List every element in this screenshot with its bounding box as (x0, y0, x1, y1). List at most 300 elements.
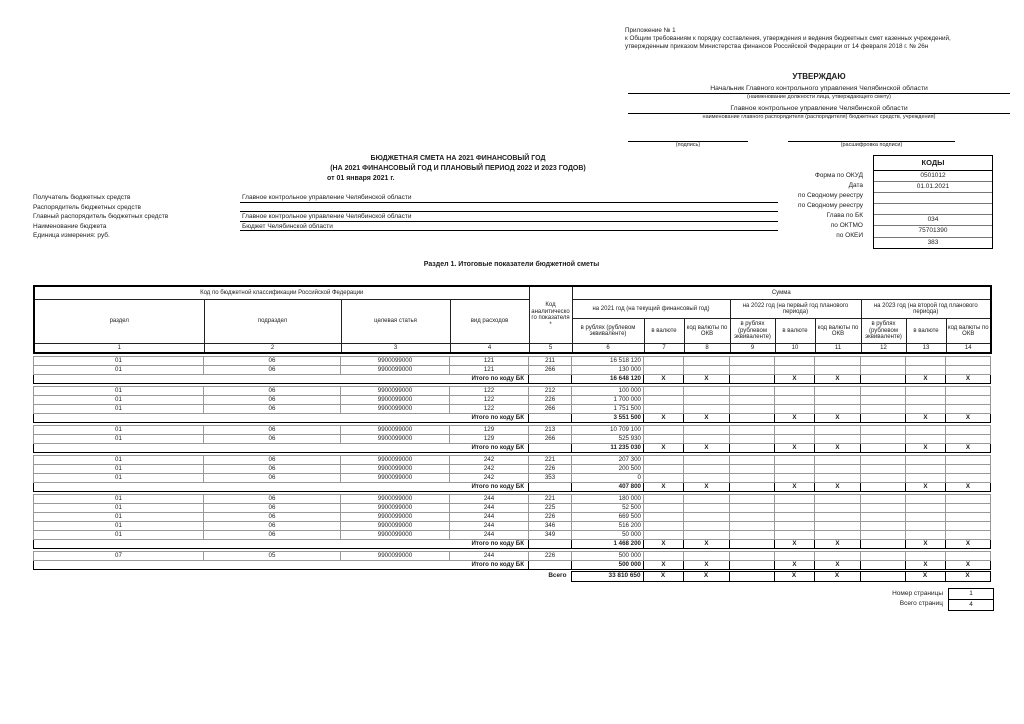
group-total-label: Итого по коду БК (34, 561, 529, 570)
code-cell: 01 (34, 504, 204, 513)
x-mark-cell (861, 375, 906, 384)
col-header-razdel: раздел (34, 300, 204, 344)
x-mark-cell (730, 540, 775, 549)
x-mark-cell: X (906, 483, 946, 492)
group-total-row (34, 375, 991, 384)
empty-cell (815, 504, 861, 513)
code-cell: 213 (529, 426, 572, 435)
grand-total-amount: 33 810 650 (571, 572, 643, 582)
x-mark-cell: X (905, 572, 945, 582)
amount-cell: 130 000 (572, 366, 644, 375)
code-cell: 9900099000 (341, 456, 450, 465)
x-mark-cell: X (775, 540, 815, 549)
empty-cell (684, 435, 730, 444)
x-mark-cell: X (684, 375, 730, 384)
col-number: 11 (815, 344, 861, 354)
approver-organization-caption: наименование главного распорядителя (распорядителя) бюджетных средств, учреждения) (702, 114, 936, 120)
col-number: 5 (529, 344, 572, 354)
grand-total-label: Всего (548, 572, 567, 580)
budget-group-4 (33, 455, 991, 492)
empty-cell (775, 435, 815, 444)
empty-cell (730, 522, 775, 531)
empty-cell (946, 522, 991, 531)
x-mark-cell: X (644, 414, 684, 423)
empty-cell (775, 495, 815, 504)
code-cell: 121 (450, 366, 529, 375)
code-cell: 06 (204, 366, 341, 375)
empty-cell (730, 357, 775, 366)
empty-cell (529, 375, 572, 384)
x-mark-cell: X (644, 375, 684, 384)
code-cell: 9900099000 (341, 387, 450, 396)
x-mark-cell: X (644, 444, 684, 453)
x-mark-cell: X (775, 375, 815, 384)
code-cell: 9900099000 (341, 474, 450, 483)
signature-decode-field (788, 133, 955, 149)
empty-cell (684, 426, 730, 435)
col-number: 6 (572, 344, 644, 354)
table-row (34, 513, 991, 522)
code-cell: 129 (450, 435, 529, 444)
empty-cell (906, 426, 946, 435)
code-cell: 07 (34, 552, 204, 561)
code-value-okei: 383 (927, 238, 939, 246)
x-mark-cell (860, 572, 905, 582)
empty-cell (906, 552, 946, 561)
budget-group-2 (33, 386, 991, 423)
code-cell: 122 (450, 396, 529, 405)
col-number: 10 (775, 344, 815, 354)
group-total-row (34, 483, 991, 492)
code-cell: 266 (529, 405, 572, 414)
amount-cell: 0 (572, 474, 644, 483)
x-mark-cell: X (644, 561, 684, 570)
grand-total (33, 572, 990, 582)
empty-cell (906, 396, 946, 405)
empty-cell (684, 504, 730, 513)
code-cell: 221 (529, 495, 572, 504)
code-cell: 01 (34, 474, 204, 483)
amount-cell: 525 930 (572, 435, 644, 444)
empty-cell (644, 531, 684, 540)
x-mark-cell (730, 561, 775, 570)
requisite-label: Наименование бюджета (33, 222, 107, 230)
empty-cell (815, 522, 861, 531)
x-mark-cell: X (946, 483, 991, 492)
empty-cell (730, 531, 775, 540)
group-total-label: Итого по коду БК (34, 375, 529, 384)
budget-table-area (33, 285, 990, 582)
code-label: Форма по ОКУД (814, 171, 863, 179)
budget-group-6 (33, 551, 991, 570)
code-cell: 06 (204, 426, 341, 435)
document-title (327, 154, 589, 184)
empty-cell (730, 396, 775, 405)
requisite-label: Единица измерения: руб. (33, 232, 110, 240)
empty-cell (906, 474, 946, 483)
signature-caption: (подпись) (675, 142, 701, 148)
empty-cell (906, 405, 946, 414)
empty-cell (946, 456, 991, 465)
empty-cell (946, 495, 991, 504)
x-mark-cell: X (774, 572, 814, 582)
codes-labels (650, 171, 868, 242)
col-number: 13 (906, 344, 946, 354)
empty-cell (529, 483, 572, 492)
code-cell: 244 (450, 513, 529, 522)
group-total-amount: 3 551 500 (572, 414, 644, 423)
empty-cell (861, 552, 906, 561)
code-cell: 06 (204, 435, 341, 444)
empty-cell (529, 540, 572, 549)
signature-decode-line (788, 133, 955, 142)
code-cell: 242 (450, 465, 529, 474)
x-mark-cell: X (775, 483, 815, 492)
code-label: по ОКЕИ (836, 232, 863, 240)
code-cell: 349 (529, 531, 572, 540)
x-mark-cell: X (946, 540, 991, 549)
x-mark-cell: X (644, 483, 684, 492)
empty-cell (684, 465, 730, 474)
empty-cell (775, 405, 815, 414)
code-cell: 9900099000 (341, 405, 450, 414)
requisite-value: Главное контрольное управление Челябинской области (240, 212, 778, 222)
empty-cell (644, 396, 684, 405)
empty-cell (644, 405, 684, 414)
group-total-label: Итого по коду БК (34, 540, 529, 549)
empty-cell (815, 405, 861, 414)
table-row (34, 531, 991, 540)
x-mark-cell (861, 444, 906, 453)
year-2022-header: на 2022 год (на первый год планового периода) (730, 300, 861, 319)
code-cell: 211 (529, 357, 572, 366)
group-total-amount: 11 235 030 (572, 444, 644, 453)
x-mark-cell: X (684, 483, 730, 492)
x-mark-cell: X (814, 572, 860, 582)
empty-cell (861, 357, 906, 366)
sum-header: Сумма (572, 286, 991, 300)
empty-cell (906, 495, 946, 504)
requisite-value: Бюджет Челябинской области (240, 222, 778, 232)
code-cell: 225 (529, 504, 572, 513)
group-total-label: Итого по коду БК (34, 483, 529, 492)
code-cell: 05 (204, 552, 341, 561)
page-number-label: Номер страницы (892, 590, 943, 597)
code-cell: 06 (204, 387, 341, 396)
x-mark-cell: X (906, 561, 946, 570)
table-row (34, 552, 991, 561)
empty-cell (946, 387, 991, 396)
code-cell: 242 (450, 474, 529, 483)
code-cell: 06 (204, 474, 341, 483)
code-cell: 346 (529, 522, 572, 531)
code-cell: 06 (204, 396, 341, 405)
table-row (34, 522, 991, 531)
group-total-amount: 1 468 200 (572, 540, 644, 549)
empty-cell (946, 426, 991, 435)
empty-cell (861, 474, 906, 483)
empty-cell (684, 552, 730, 561)
empty-cell (861, 366, 906, 375)
x-mark-cell: X (684, 444, 730, 453)
col-number: 9 (730, 344, 775, 354)
x-mark-cell: X (684, 540, 730, 549)
x-mark-cell (861, 540, 906, 549)
empty-cell (730, 387, 775, 396)
empty-cell (861, 396, 906, 405)
empty-cell (775, 465, 815, 474)
code-cell: 9900099000 (341, 357, 450, 366)
empty-cell (684, 366, 730, 375)
code-value-registry-2 (874, 204, 992, 215)
code-cell: 226 (529, 465, 572, 474)
empty-cell (730, 465, 775, 474)
code-label: по Сводному реестру (798, 201, 863, 209)
empty-cell (775, 366, 815, 375)
col-number: 1 (34, 344, 204, 354)
empty-cell (861, 531, 906, 540)
empty-cell (730, 366, 775, 375)
code-cell: 01 (34, 357, 204, 366)
approver-position: Начальник Главного контрольного управления Челябинской области (628, 84, 1010, 94)
empty-cell (684, 357, 730, 366)
table-row (34, 495, 991, 504)
col-number: 12 (861, 344, 906, 354)
col-number: 4 (450, 344, 529, 354)
code-cell: 06 (204, 465, 341, 474)
empty-cell (906, 366, 946, 375)
amount-cell: 10 709 100 (572, 426, 644, 435)
amount-cell: 1 751 500 (572, 405, 644, 414)
empty-cell (775, 357, 815, 366)
sub-header-rubles: в рублях (рублевом эквиваленте) (861, 319, 906, 344)
group-total-row (34, 561, 991, 570)
analytic-code-header: Код аналитического показателя * (529, 286, 572, 344)
x-mark-cell: X (775, 414, 815, 423)
empty-cell (861, 426, 906, 435)
code-label: по ОКТМО (830, 221, 863, 229)
col-header-expense-type: вид расходов (450, 300, 529, 344)
x-mark-cell: X (906, 444, 946, 453)
signature-decode-caption: (расшифровка подписи) (840, 142, 903, 148)
group-total-row (34, 540, 991, 549)
x-mark-cell (730, 444, 775, 453)
x-mark-cell: X (946, 561, 991, 570)
empty-cell (684, 474, 730, 483)
budget-table-header (33, 285, 992, 354)
code-cell: 242 (450, 456, 529, 465)
empty-cell (730, 495, 775, 504)
code-cell: 244 (450, 504, 529, 513)
empty-cell (684, 513, 730, 522)
x-mark-cell: X (906, 375, 946, 384)
requisite-value: Главное контрольное управление Челябинской области (240, 193, 778, 203)
empty-cell (861, 456, 906, 465)
empty-cell (775, 396, 815, 405)
empty-cell (815, 465, 861, 474)
empty-cell (861, 465, 906, 474)
x-mark-cell: X (815, 414, 861, 423)
sub-header-okv: код валюты по ОКВ (815, 319, 861, 344)
code-cell: 01 (34, 387, 204, 396)
empty-cell (946, 504, 991, 513)
empty-cell (775, 456, 815, 465)
x-mark-cell: X (946, 444, 991, 453)
code-cell: 9900099000 (341, 522, 450, 531)
empty-cell (730, 474, 775, 483)
empty-cell (775, 426, 815, 435)
sub-header-currency: в валюте (906, 319, 946, 344)
document-title-line-2: (НА 2021 ФИНАНСОВЫЙ ГОД И ПЛАНОВЫЙ ПЕРИОД 2022 И 2023 ГОДОВ) (330, 165, 586, 172)
code-cell: 01 (34, 465, 204, 474)
x-mark-cell: X (683, 572, 729, 582)
empty-cell (684, 522, 730, 531)
empty-cell (644, 357, 684, 366)
x-mark-cell: X (775, 561, 815, 570)
page-number-box (948, 588, 994, 611)
empty-cell (946, 513, 991, 522)
empty-cell (775, 474, 815, 483)
code-value-okud: 0501012 (874, 171, 992, 182)
x-mark-cell (861, 561, 906, 570)
code-cell: 9900099000 (341, 426, 450, 435)
empty-cell (684, 396, 730, 405)
approval-block (628, 72, 1010, 149)
empty-cell (775, 552, 815, 561)
approver-organization: Главное контрольное управление Челябинской области (628, 104, 1010, 114)
page-info-labels (805, 589, 943, 609)
col-number: 3 (341, 344, 450, 354)
code-label: по Сводному реестру (798, 191, 863, 199)
empty-cell (861, 513, 906, 522)
empty-cell (815, 357, 861, 366)
empty-cell (815, 435, 861, 444)
empty-cell (644, 426, 684, 435)
empty-cell (730, 513, 775, 522)
empty-cell (644, 387, 684, 396)
empty-cell (644, 435, 684, 444)
code-cell: 06 (204, 456, 341, 465)
codes-box-header: КОДЫ (874, 156, 992, 171)
code-cell: 226 (529, 396, 572, 405)
empty-cell (644, 465, 684, 474)
empty-cell (644, 513, 684, 522)
requisite-label: Распорядитель бюджетных средств (33, 203, 141, 211)
requisite-label: Получатель бюджетных средств (33, 194, 131, 201)
empty-cell (775, 387, 815, 396)
sub-header-okv: код валюты по ОКВ (684, 319, 730, 344)
appendix-line-1: Приложение № 1 (625, 27, 676, 34)
grand-total-row (33, 571, 991, 582)
table-row (34, 405, 991, 414)
empty-cell (684, 531, 730, 540)
x-mark-cell: X (684, 561, 730, 570)
code-cell: 9900099000 (341, 513, 450, 522)
x-mark-cell: X (644, 540, 684, 549)
empty-cell (815, 513, 861, 522)
empty-cell (730, 405, 775, 414)
group-total-row (34, 414, 991, 423)
code-cell: 06 (204, 531, 341, 540)
amount-cell: 1 700 000 (572, 396, 644, 405)
empty-cell (775, 504, 815, 513)
table-row (34, 456, 991, 465)
group-total-label: Итого по коду БК (34, 414, 529, 423)
group-total-amount: 500 000 (572, 561, 644, 570)
empty-cell (644, 474, 684, 483)
appendix-line-2: к Общим требованиям к порядку составления, утверждения и ведения бюджетных смет казенных учреждений, (625, 35, 951, 42)
x-mark-cell: X (815, 561, 861, 570)
empty-cell (861, 435, 906, 444)
empty-cell (684, 495, 730, 504)
code-cell: 122 (450, 387, 529, 396)
empty-cell (644, 495, 684, 504)
x-mark-cell: X (945, 572, 990, 582)
empty-cell (644, 552, 684, 561)
year-2023-header: на 2023 год (на второй год планового периода) (861, 300, 991, 319)
requisite-label: Главный распорядитель бюджетных средств (33, 213, 169, 221)
code-cell: 226 (529, 513, 572, 522)
code-cell: 121 (450, 357, 529, 366)
empty-cell (946, 357, 991, 366)
amount-cell: 16 518 120 (572, 357, 644, 366)
sub-header-okv: код валюты по ОКВ (946, 319, 991, 344)
col-number: 2 (204, 344, 341, 354)
code-cell: 01 (34, 435, 204, 444)
page-number-value: 1 (949, 589, 993, 600)
code-cell: 01 (34, 396, 204, 405)
empty-cell (906, 387, 946, 396)
empty-cell (730, 426, 775, 435)
empty-cell (775, 513, 815, 522)
code-value-oktmo: 75701390 (874, 226, 992, 237)
amount-cell: 200 500 (572, 465, 644, 474)
group-total-amount: 407 800 (572, 483, 644, 492)
empty-cell (644, 456, 684, 465)
empty-cell (906, 522, 946, 531)
empty-cell (815, 366, 861, 375)
group-total-amount: 16 648 120 (572, 375, 644, 384)
table-row (34, 465, 991, 474)
code-cell: 266 (529, 435, 572, 444)
empty-cell (684, 387, 730, 396)
empty-cell (815, 387, 861, 396)
code-cell: 01 (34, 405, 204, 414)
signature-row (628, 133, 1010, 149)
empty-cell (906, 456, 946, 465)
code-cell: 01 (34, 495, 204, 504)
empty-cell (684, 405, 730, 414)
col-header-podrazdel: подраздел (204, 300, 341, 344)
empty-cell (946, 552, 991, 561)
code-label: Глава по БК (826, 211, 863, 219)
code-value-date: 01.01.2021 (874, 182, 992, 193)
empty-cell (730, 504, 775, 513)
approver-position-caption: (наименование должности лица, утверждающего смету) (747, 94, 891, 100)
x-mark-cell: X (946, 375, 991, 384)
code-cell: 353 (529, 474, 572, 483)
budget-group-5 (33, 494, 991, 549)
empty-cell (730, 552, 775, 561)
code-cell: 266 (529, 366, 572, 375)
code-cell: 01 (34, 531, 204, 540)
empty-cell (861, 495, 906, 504)
empty-cell (815, 531, 861, 540)
x-mark-cell (729, 572, 774, 582)
empty-cell (946, 531, 991, 540)
table-row (34, 357, 991, 366)
year-2021-header: на 2021 год (на текущий финансовый год) (572, 300, 730, 319)
